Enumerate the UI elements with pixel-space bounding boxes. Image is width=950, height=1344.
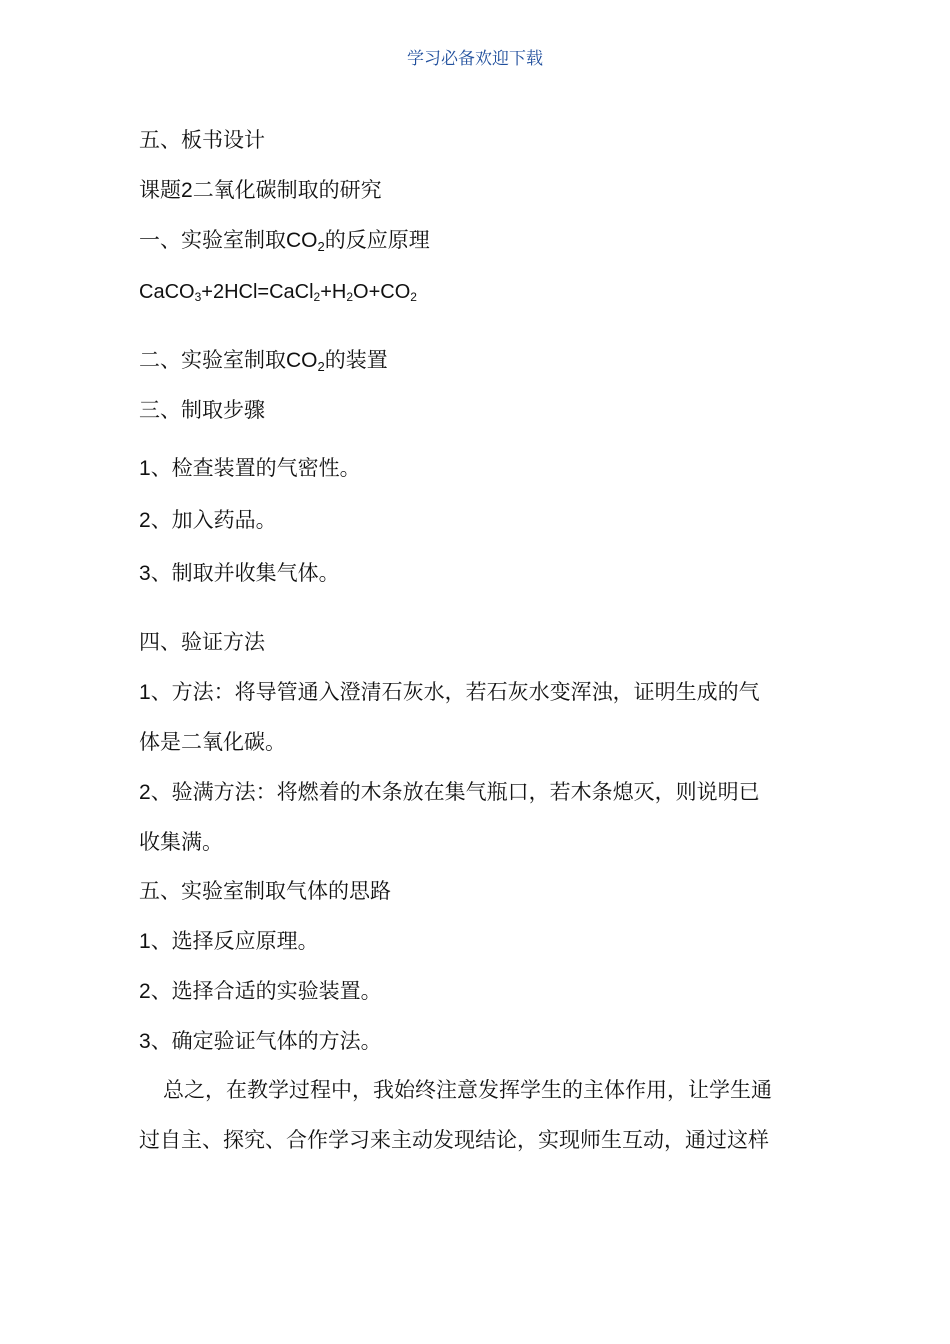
step-item-1 bbox=[139, 454, 361, 483]
lesson-title bbox=[139, 176, 382, 205]
approach-3-number: 3 bbox=[139, 1030, 151, 1053]
s1-co: CO bbox=[286, 229, 318, 252]
step-3-number: 3 bbox=[139, 562, 151, 585]
verify-1-text-a: 、方法：将导管通入澄清石灰水，若石灰水变浑浊，证明生成的气 bbox=[150, 680, 760, 704]
section-heading-reaction-principle bbox=[139, 226, 430, 257]
verify-item-1-line-1 bbox=[139, 678, 760, 707]
formula-sub-2: 2 bbox=[313, 290, 321, 304]
section-heading-verification: 四、验证方法 bbox=[139, 630, 265, 654]
approach-item-1 bbox=[139, 927, 319, 956]
verify-1-number: 1 bbox=[139, 681, 151, 704]
approach-1-text: 、选择反应原理。 bbox=[150, 929, 319, 953]
step-2-text: 、加入药品。 bbox=[150, 508, 277, 532]
formula-part-4: O+CO bbox=[353, 281, 411, 303]
verify-item-2-line-1 bbox=[139, 778, 760, 807]
chemical-equation bbox=[139, 278, 417, 308]
approach-item-3 bbox=[139, 1027, 382, 1056]
lesson-number: 2 bbox=[181, 179, 193, 202]
lesson-rest: 二氧化碳制取的研究 bbox=[192, 178, 382, 202]
s1-subscript: 2 bbox=[317, 239, 325, 254]
section-heading-apparatus bbox=[139, 346, 388, 377]
approach-item-2 bbox=[139, 977, 382, 1006]
verify-item-1-line-2: 体是二氧化碳。 bbox=[139, 730, 286, 754]
section-heading-approach: 五、实验室制取气体的思路 bbox=[139, 879, 391, 903]
formula-part-3: +H bbox=[320, 281, 347, 303]
step-item-3 bbox=[139, 559, 340, 588]
s1-suffix: 的反应原理 bbox=[324, 228, 430, 252]
formula-sub-1: 3 bbox=[194, 290, 202, 304]
verify-2-number: 2 bbox=[139, 781, 151, 804]
step-1-number: 1 bbox=[139, 457, 151, 480]
lesson-prefix: 课题 bbox=[139, 178, 181, 202]
step-item-2 bbox=[139, 506, 277, 535]
formula-sub-3: 2 bbox=[346, 290, 354, 304]
step-2-number: 2 bbox=[139, 509, 151, 532]
approach-2-text: 、选择合适的实验装置。 bbox=[150, 979, 382, 1003]
step-1-text: 、检查装置的气密性。 bbox=[150, 456, 361, 480]
approach-2-number: 2 bbox=[139, 980, 151, 1003]
summary-paragraph-line-1: 总之，在教学过程中，我始终注意发挥学生的主体作用，让学生通 bbox=[163, 1078, 772, 1102]
s2-subscript: 2 bbox=[317, 359, 325, 374]
page-header-title: 学习必备欢迎下载 bbox=[407, 49, 543, 69]
formula-sub-4: 2 bbox=[410, 290, 417, 304]
section-heading-board-design: 五、板书设计 bbox=[139, 128, 265, 152]
section-heading-steps: 三、制取步骤 bbox=[139, 398, 265, 422]
formula-part-2: +2HCl=CaCl bbox=[201, 281, 314, 303]
s1-prefix: 一、实验室制取 bbox=[139, 228, 286, 252]
s2-prefix: 二、实验室制取 bbox=[139, 348, 286, 372]
s2-co: CO bbox=[286, 349, 318, 372]
approach-1-number: 1 bbox=[139, 930, 151, 953]
formula-part-1: CaCO bbox=[139, 281, 195, 303]
verify-item-2-line-2: 收集满。 bbox=[139, 830, 223, 854]
summary-paragraph-line-2: 过自主、探究、合作学习来主动发现结论，实现师生互动，通过这样 bbox=[139, 1128, 769, 1152]
verify-2-text-a: 、验满方法：将燃着的木条放在集气瓶口，若木条熄灭，则说明已 bbox=[150, 780, 760, 804]
s2-suffix: 的装置 bbox=[324, 348, 388, 372]
approach-3-text: 、确定验证气体的方法。 bbox=[150, 1029, 382, 1053]
step-3-text: 、制取并收集气体。 bbox=[150, 561, 340, 585]
